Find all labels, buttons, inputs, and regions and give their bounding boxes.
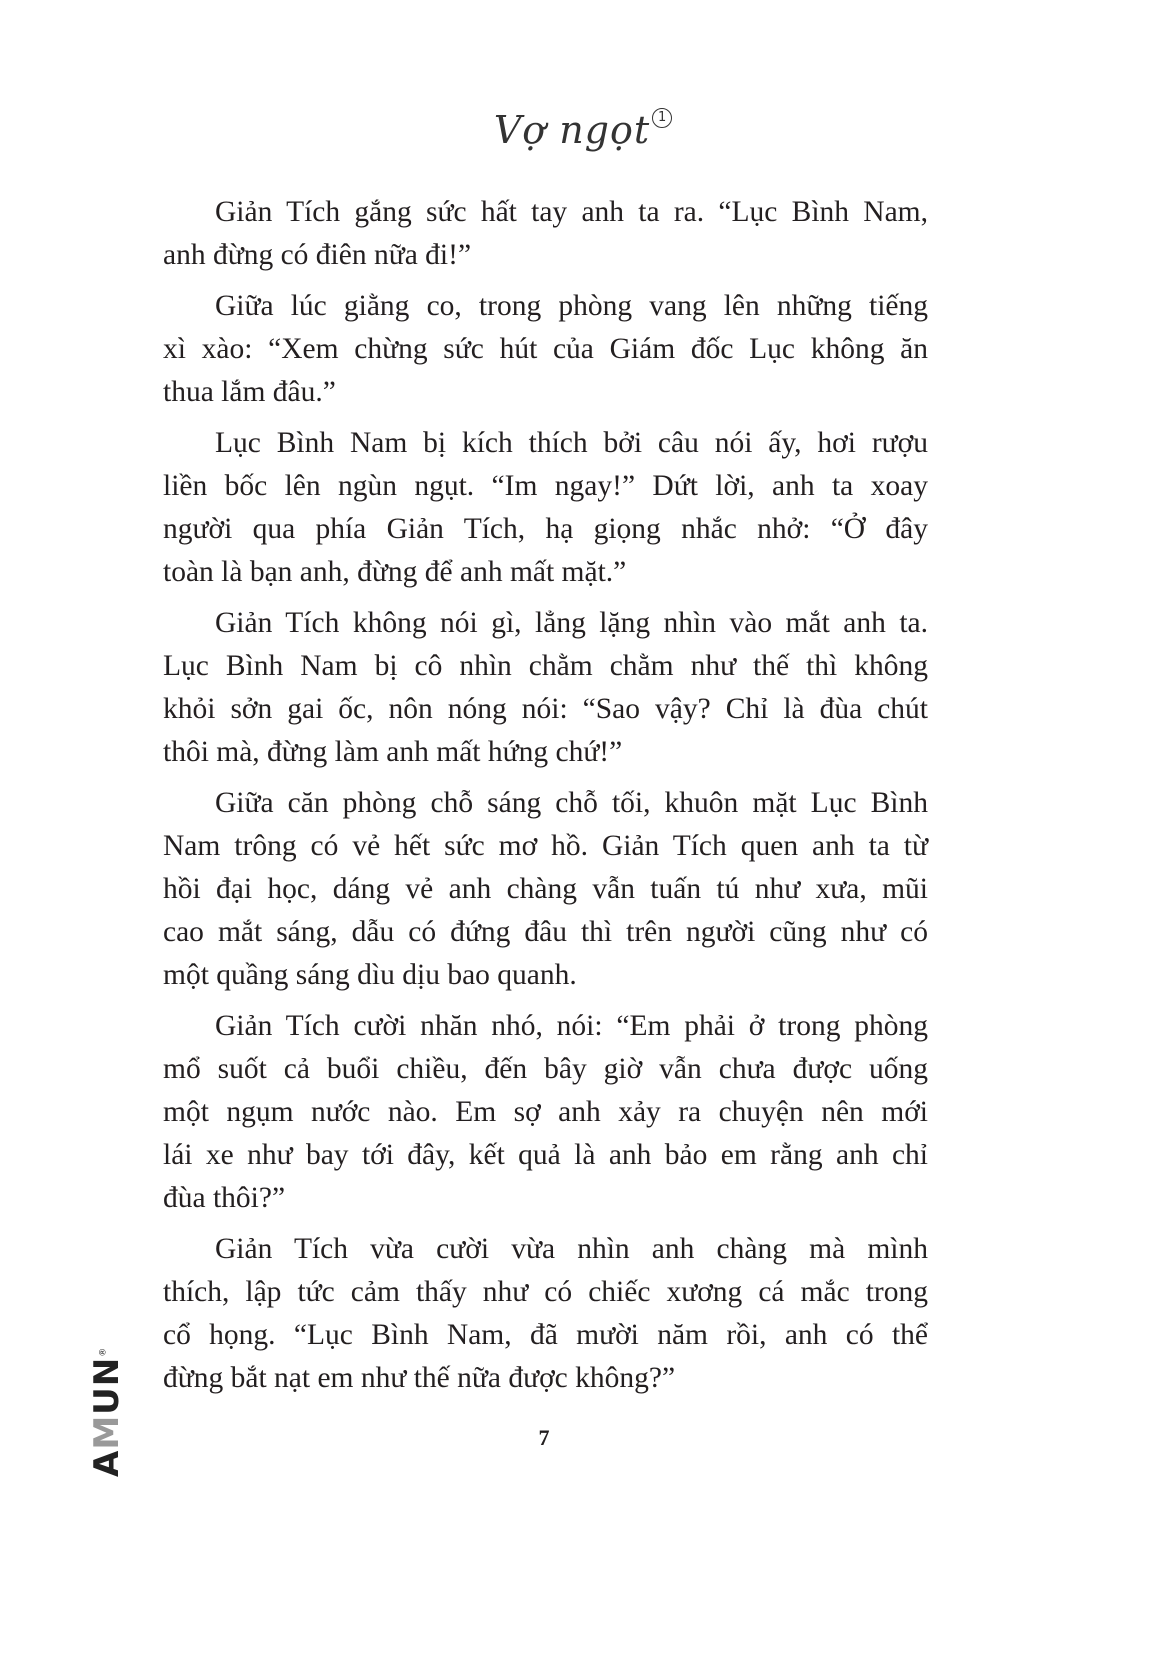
paragraph (163, 1005, 928, 1220)
book-title: Vợ ngọt (493, 108, 651, 152)
paragraph (163, 782, 928, 997)
registered-mark: ® (98, 1346, 109, 1357)
paragraph (163, 191, 928, 277)
text-line: một quầng sáng dìu dịu bao quanh. (163, 959, 577, 991)
paragraph (163, 422, 928, 594)
text-line: đừng bắt nạt em như thế nữa được không?” (163, 1362, 676, 1394)
text-line: cao mắt sáng, dẫu có đứng đâu thì trên người cũng như có (163, 916, 928, 948)
page-body-text (163, 191, 928, 1408)
text-line: Giản Tích cười nhăn nhó, nói: “Em phải ở trong phòng (215, 1010, 928, 1042)
text-line: một ngụm nước nào. Em sợ anh xảy ra chuyện nên mới (163, 1096, 928, 1128)
text-line: Giữa căn phòng chỗ sáng chỗ tối, khuôn mặt Lục Bình (215, 787, 928, 819)
text-line: thích, lập tức cảm thấy như có chiếc xương cá mắc trong (163, 1276, 928, 1308)
publisher-logo-part: UN (87, 1356, 127, 1415)
publisher-logo (87, 1346, 127, 1477)
text-line: Lục Bình Nam bị kích thích bởi câu nói ấy, hơi rượu (215, 427, 928, 459)
text-line: Giản Tích không nói gì, lẳng lặng nhìn vào mắt anh ta. (215, 607, 928, 639)
text-line: khỏi sởn gai ốc, nôn nóng nói: “Sao vậy? Chỉ là đùa chút (163, 693, 928, 725)
text-line: mổ suốt cả buổi chiều, đến bây giờ vẫn chưa được uống (163, 1053, 928, 1085)
page-number: 7 (538, 1425, 550, 1450)
running-header-book-title (0, 108, 1166, 152)
text-line: xì xào: “Xem chừng sức hút của Giám đốc Lục không ăn (163, 333, 928, 365)
text-line: cổ họng. “Lục Bình Nam, đã mười năm rồi, anh có thể (163, 1319, 928, 1351)
text-line: Nam trông có vẻ hết sức mơ hồ. Giản Tích quen anh ta từ (163, 830, 928, 862)
text-line: Lục Bình Nam bị cô nhìn chằm chằm như thế thì không (163, 650, 928, 682)
text-line: thôi mà, đừng làm anh mất hứng chứ!” (163, 736, 623, 768)
paragraph (163, 1228, 928, 1400)
text-line: Giữa lúc giằng co, trong phòng vang lên những tiếng (215, 290, 928, 322)
text-line: hồi đại học, dáng vẻ anh chàng vẫn tuấn tú như xưa, mũi (163, 873, 928, 905)
text-line: thua lắm đâu.” (163, 376, 336, 408)
text-line: anh đừng có điên nữa đi!” (163, 239, 472, 271)
text-line: Giản Tích vừa cười vừa nhìn anh chàng mà mình (215, 1233, 928, 1265)
text-line: toàn là bạn anh, đừng để anh mất mặt.” (163, 556, 627, 588)
text-line: lái xe như bay tới đây, kết quả là anh bảo em rằng anh chỉ (163, 1139, 928, 1171)
text-line: đùa thôi?” (163, 1182, 286, 1214)
text-line: người qua phía Giản Tích, hạ giọng nhắc nhở: “Ở đây (163, 513, 928, 545)
volume-number-badge: 1 (652, 108, 672, 128)
text-line: Giản Tích gắng sức hất tay anh ta ra. “Lục Bình Nam, (215, 196, 928, 228)
publisher-logo-part: A (87, 1449, 127, 1477)
paragraph (163, 602, 928, 774)
publisher-logo-part: M (87, 1414, 127, 1450)
text-line: liền bốc lên ngùn ngụt. “Im ngay!” Dứt lời, anh ta xoay (163, 470, 928, 502)
paragraph (163, 285, 928, 414)
